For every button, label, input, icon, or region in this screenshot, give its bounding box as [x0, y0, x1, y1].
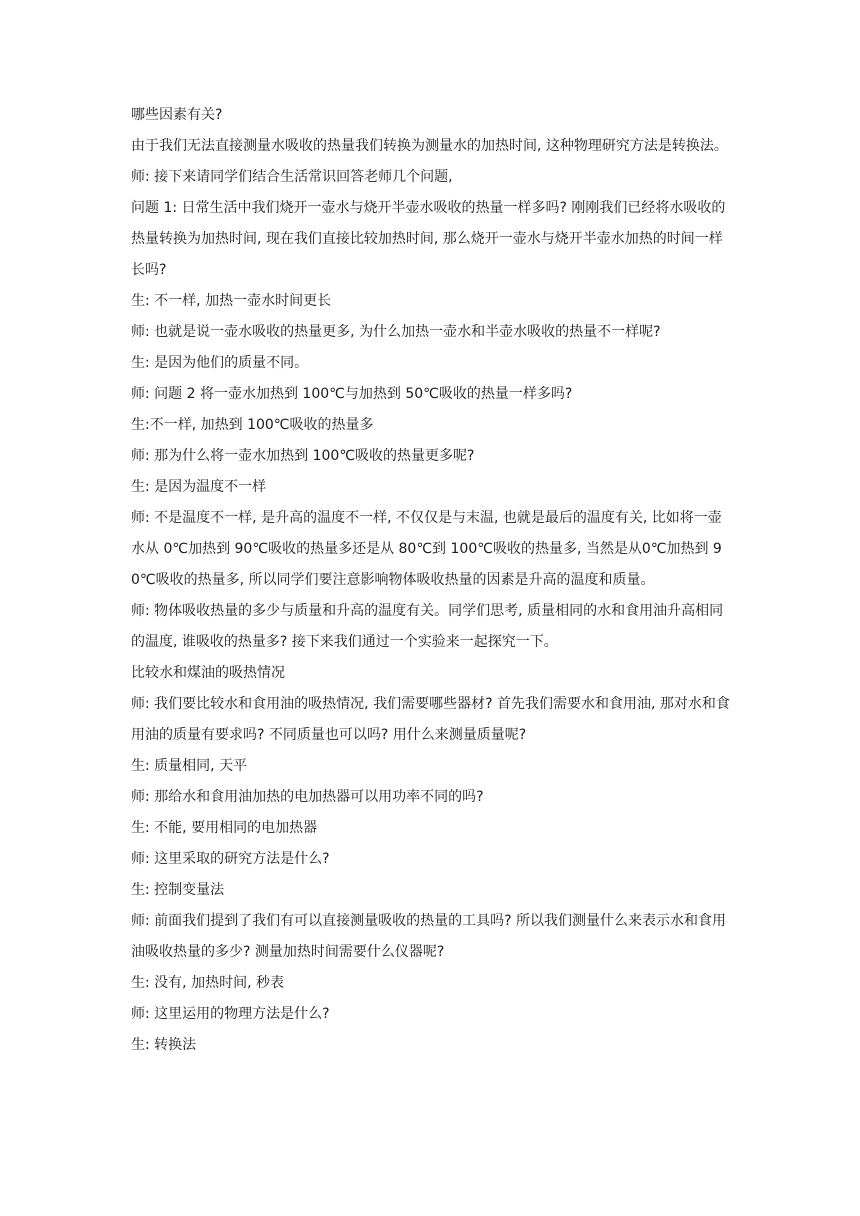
paragraph: 师: 这里运用的物理方法是什么?: [131, 1006, 330, 1022]
paragraph: 师: 那给水和食用油加热的电加热器可以用功率不同的吗?: [131, 789, 484, 805]
paragraph: 生: 不能, 要用相同的电加热器: [131, 820, 318, 836]
paragraph: 哪些因素有关?: [131, 107, 223, 123]
paragraph: 生: 没有, 加热时间, 秒表: [131, 975, 284, 991]
paragraph: 师: 我们要比较水和食用油的吸热情况, 我们需要哪些器材? 首先我们需要水和食用油, 那对水和食用油的质量有要求吗? 不同质量也可以吗? 用什么来测量质量呢?: [131, 696, 730, 743]
paragraph: 师: 前面我们提到了我们有可以直接测量吸收的热量的工具吗? 所以我们测量什么来表示水和食用油吸收热量的多少? 测量加热时间需要什么仪器呢?: [131, 913, 727, 960]
paragraph: 师: 接下来请同学们结合生活常识回答老师几个问题,: [131, 169, 453, 185]
paragraph: 生: 是因为他们的质量不同。: [131, 355, 309, 371]
paragraph: 生: 不一样, 加热一壶水时间更长: [131, 293, 332, 309]
section-heading: 比较水和煤油的吸热情况: [131, 665, 285, 681]
document-body: [131, 100, 731, 1061]
paragraph: 师: 问题 2 将一壶水加热到 100℃与加热到 50℃吸收的热量一样多吗?: [131, 386, 573, 402]
paragraph: 生: 是因为温度不一样: [131, 479, 267, 495]
paragraph: 师: 这里采取的研究方法是什么?: [131, 851, 330, 867]
paragraph: 师: 不是温度不一样, 是升高的温度不一样, 不仅仅是与末温, 也就是最后的温度有关, 比如将一壶水从 0℃加热到 90℃吸收的热量多还是从 80℃到 100℃吸收的热量多, 当然是从0℃加热到 90℃吸收的热量多, 所以同学们要注意影响物体吸收热量的因素是升高的温度和质量。: [131, 510, 722, 588]
paragraph: 问题 1: 日常生活中我们烧开一壶水与烧开半壶水吸收的热量一样多吗? 刚刚我们已经将水吸收的热量转换为加热时间, 现在我们直接比较加热时间, 那么烧开一壶水与烧开半壶水加热的时间一样长吗?: [131, 200, 726, 278]
paragraph: 生: 控制变量法: [131, 882, 225, 898]
paragraph: 生: 转换法: [131, 1037, 197, 1053]
paragraph: 生:不一样, 加热到 100℃吸收的热量多: [131, 417, 374, 433]
paragraph: 师: 那为什么将一壶水加热到 100℃吸收的热量更多呢?: [131, 448, 475, 464]
paragraph: 由于我们无法直接测量水吸收的热量我们转换为测量水的加热时间, 这种物理研究方法是转换法。: [131, 138, 728, 154]
paragraph: 师: 物体吸收热量的多少与质量和升高的温度有关。同学们思考, 质量相同的水和食用油升高相同的温度, 谁吸收的热量多? 接下来我们通过一个实验来一起探究一下。: [131, 603, 724, 650]
paragraph: 生: 质量相同, 天平: [131, 758, 248, 774]
paragraph: 师: 也就是说一壶水吸收的热量更多, 为什么加热一壶水和半壶水吸收的热量不一样呢?: [131, 324, 661, 340]
